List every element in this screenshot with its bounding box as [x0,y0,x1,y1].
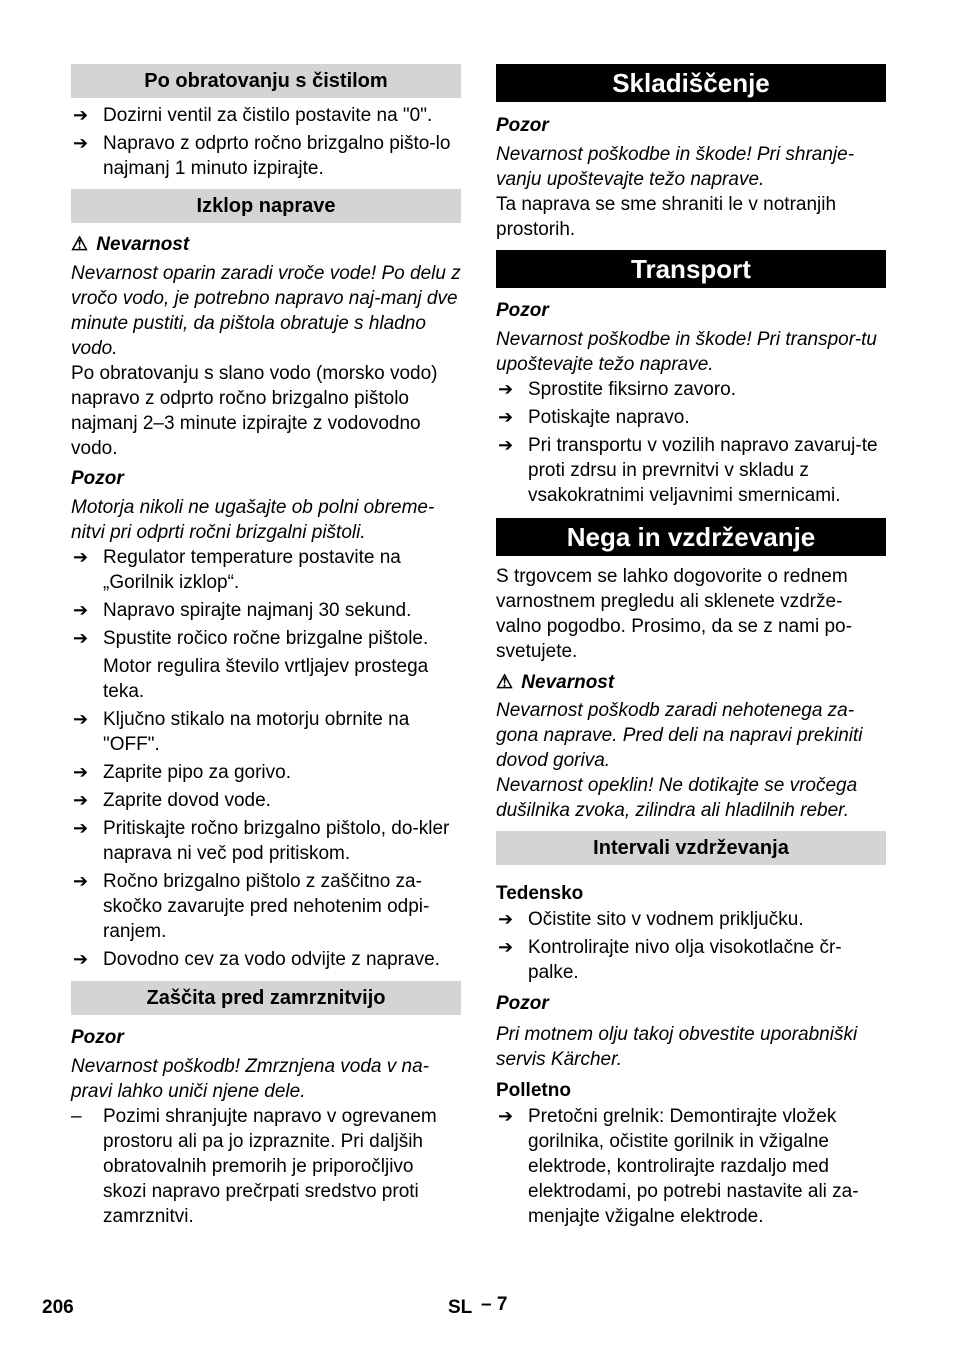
list-item: ➔ Pretočni grelnik: Demontirajte vložek gorilnika, očistite gorilnik in vžigalne elektrode, kontrolirajte razdaljo med elektrodami, po potrebi nastavite ali za-menjajte vžigalne elektrode. [498,1106,859,1227]
pozor-text: Nevarnost poškodbe in škode! Pri transpor-tu upoštevajte težo naprave. [496,329,877,375]
half-year-label: Polletno [496,1080,571,1101]
warning-icon: ⚠ [496,672,514,693]
list-item: ➔ Zaprite dovod vode. [73,790,271,811]
warning-icon: ⚠ [71,234,89,255]
list-item: ➔ Pri transportu v vozilih napravo zavaruj-te proti zdrsu in prevrnitvi v skladu z vsakokratnimi veljavnimi smernicami. [498,435,878,506]
warning-heading: ⚠ Nevarnost [71,234,190,255]
arrow-icon: ➔ [73,790,89,810]
list-item: ➔ Kontrolirajte nivo olja visokotlačne čr-palke. [498,937,842,983]
warning-text: Nevarnost opeklin! Ne dotikajte se vročega dušilnika zvoka, zilindra ali hladilnih reber. [496,775,858,821]
list-item: – Pozimi shranjujte napravo v ogrevanem prostoru ali pa jo izpraznite. Pri daljših obratovalnih premorih je priporočljivo skozi napravo prečrpati sredstvo proti zamrznitvi. [71,1106,437,1227]
dash-bullet: – [71,1106,82,1127]
warning-text: Nevarnost oparin zaradi vroče vode! Po delu z vročo vodo, je potrebno napravo naj-manj dve minute pustiti, da pištola obratuje s hladno vodo. [71,263,461,359]
arrow-icon: ➔ [498,937,514,957]
left-column [71,64,461,1229]
arrow-icon: ➔ [498,435,514,455]
pozor-label: Pozor [71,1027,124,1048]
pozor-label: Pozor [496,300,549,321]
arrow-icon: ➔ [73,871,89,891]
nega-text: S trgovcem se lahko dogovorite o rednem varnostnem pregledu ali sklenete vzdrže-valno pogodbo. Prosimo, da se z nami po-svetujete. [496,566,852,662]
weekly-label: Tedensko [496,883,584,904]
arrow-icon: ➔ [73,547,89,567]
pozor-label: Pozor [496,993,549,1014]
pozor-text: Pri motnem olju takoj obvestite uporabniški servis Kärcher. [496,1024,858,1070]
arrow-icon: ➔ [498,1106,514,1126]
list-item: ➔ Regulator temperature postavite na „Gorilnik izklop“. [73,547,401,593]
list-item: ➔ Sprostite fiksirno zavoro. [498,379,737,400]
list-item: ➔ Dozirni ventil za čistilo postavite na "0". [73,105,433,126]
list-item: ➔ Napravo spirajte najmanj 30 sekund. [73,600,412,621]
list-item: ➔ Napravo z odprto ročno brizgalno pišto-lo najmanj 1 minuto izpirajte. [73,133,451,179]
heading-intervali: Intervali vzdrževanja [496,831,886,865]
heading-skladiscenje: Skladiščenje [496,64,886,102]
arrow-icon: ➔ [73,105,89,125]
right-column [496,64,886,1229]
pozor-label: Pozor [496,115,549,136]
page-number: 206 [42,1297,74,1318]
warning-text: Nevarnost poškodb zaradi nehotenega za-gona naprave. Pred deli na napravi prekiniti dovod goriva. [496,700,863,771]
pozor-text: Motorja nikoli ne ugašajte ob polni obreme-nitvi pri odprti ročni brizgalni pištoli. [71,497,435,543]
list-item: ➔ Ročno brizgalno pištolo z zaščitno za-skočko zavarujte pred nehotenim odpi-ranjem. [73,871,430,942]
pozor-text: Nevarnost poškodb! Zmrznjena voda v na-pravi lahko uniči njene dele. [71,1056,430,1102]
arrow-icon: ➔ [73,709,89,729]
pozor-text: Nevarnost poškodbe in škode! Pri shranje-vanju upoštevajte težo naprave. [496,144,855,190]
arrow-icon: ➔ [73,762,89,782]
arrow-icon: ➔ [498,909,514,929]
list-item: ➔ Zaprite pipo za gorivo. [73,762,291,783]
arrow-icon: ➔ [73,133,89,153]
arrow-icon: ➔ [73,600,89,620]
heading-po-obratovanju: Po obratovanju s čistilom [71,64,461,98]
arrow-icon: ➔ [498,379,514,399]
storage-text: Ta naprava se sme shraniti le v notranjih prostorih. [496,194,837,240]
list-item: ➔ Spustite ročico ročne brizgalne pištole. [73,628,429,649]
language-code: SL [448,1297,473,1318]
salt-water-text: Po obratovanju s slano vodo (morsko vodo) napravo z odprto ročno brizgalno pištolo najmanj 2–3 minute izpirajte z vodovodno vodo. [71,363,438,459]
section-number: – 7 [481,1294,508,1315]
note-text: Motor regulira število vrtljajev prostega teka. [103,656,429,702]
list-item: ➔ Pritiskajte ročno brizgalno pištolo, do-kler naprava ni več pod pritiskom. [73,818,450,864]
arrow-icon: ➔ [73,818,89,838]
arrow-icon: ➔ [498,407,514,427]
list-item: ➔ Dovodno cev za vodo odvijte z naprave. [73,949,440,970]
arrow-icon: ➔ [73,949,89,969]
list-item: ➔ Očistite sito v vodnem priključku. [498,909,804,930]
list-item: ➔ Ključno stikalo na motorju obrnite na "OFF". [73,709,410,755]
pozor-label: Pozor [71,468,124,489]
heading-nega: Nega in vzdrževanje [496,518,886,556]
heading-zascita: Zaščita pred zamrznitvijo [71,981,461,1015]
heading-izklop-naprave: Izklop naprave [71,189,461,223]
heading-transport: Transport [496,250,886,288]
warning-heading: ⚠ Nevarnost [496,672,615,693]
arrow-icon: ➔ [73,628,89,648]
list-item: ➔ Potiskajte napravo. [498,407,690,428]
